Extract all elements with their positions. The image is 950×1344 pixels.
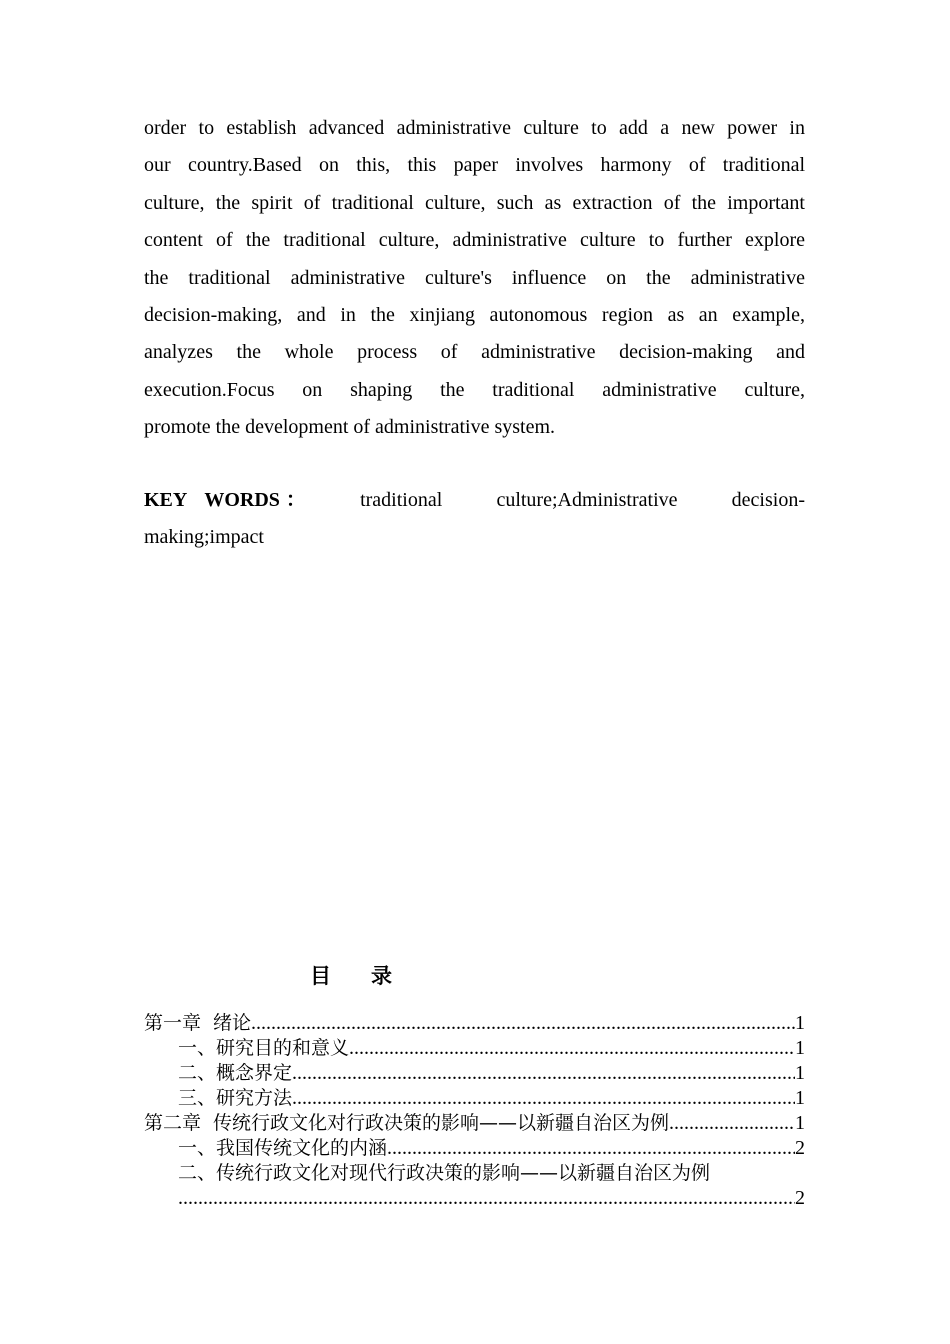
toc-entry-number: 第二章 (144, 1112, 202, 1134)
toc-entry-number: 一、 (178, 1137, 217, 1159)
toc-page-number: 1 (795, 1112, 805, 1134)
toc-entry[interactable] (144, 1086, 805, 1111)
toc-title-char: 目 (310, 964, 331, 988)
abstract-line: promote the development of administrative system. (144, 416, 556, 439)
toc-leader-dots (387, 1136, 795, 1161)
toc-entry-text: 绪论 (213, 1012, 252, 1034)
toc-title-char: 录 (371, 964, 392, 988)
keywords-label-words: WORDS (204, 489, 280, 511)
keywords-label-text (144, 482, 280, 519)
keywords-line (144, 482, 805, 519)
toc-entry-text: 研究目的和意义 (216, 1037, 350, 1059)
toc-entry[interactable] (144, 1161, 805, 1186)
toc-title (310, 960, 392, 990)
keyword-part: traditional (360, 489, 443, 511)
toc-entry-number: 第一章 (144, 1012, 202, 1034)
toc-entry-title (178, 1136, 387, 1161)
toc-entry-text: 传统行政文化对行政决策的影响——以新疆自治区为例 (213, 1112, 670, 1134)
toc-entry-number: 一、 (178, 1037, 217, 1059)
toc-entry-text: 研究方法 (216, 1087, 293, 1109)
toc-page-number: 2 (795, 1137, 805, 1159)
table-of-contents (144, 1011, 805, 1211)
toc-entry-text: 传统行政文化对现代行政决策的影响——以新疆自治区为例 (216, 1162, 711, 1184)
toc-page-number: 1 (795, 1012, 805, 1034)
keywords-label-key: KEY (144, 489, 188, 511)
abstract-line: culture, the spirit of traditional culture, such as extraction of the important (144, 191, 805, 214)
toc-leader-dots (292, 1061, 795, 1086)
abstract-line: content of the traditional culture, administrative culture to further explore (144, 229, 805, 252)
toc-leader-dots (251, 1011, 795, 1036)
toc-leader-dots (349, 1036, 795, 1061)
toc-entry-title (178, 1036, 349, 1061)
abstract-line: order to establish advanced administrative culture to add a new power in (144, 117, 805, 139)
abstract-line: the traditional administrative culture's influence on the administrative (144, 266, 805, 289)
toc-entry-number: 二、 (178, 1162, 217, 1184)
toc-leader-dots (669, 1111, 795, 1136)
abstract-line: execution.Focus on shaping the traditional administrative culture, (144, 378, 805, 401)
abstract-line: decision-making, and in the xinjiang autonomous region as an example, (144, 303, 805, 326)
toc-entry[interactable] (144, 1011, 805, 1036)
keyword-part: decision- (731, 489, 805, 511)
toc-entry-title (144, 1111, 669, 1136)
keywords-colon: ： (285, 489, 306, 511)
abstract-line: analyzes the whole process of administrative decision-making and (144, 341, 805, 364)
toc-page-number: 2 (795, 1187, 805, 1209)
toc-entry-continuation[interactable] (144, 1186, 805, 1211)
toc-entry-title (178, 1161, 710, 1186)
keyword-part: culture;Administrative (496, 489, 678, 511)
abstract-line: our country.Based on this, this paper involves harmony of traditional (144, 154, 805, 177)
toc-entry-number: 二、 (178, 1062, 217, 1084)
toc-entry-title (178, 1086, 292, 1111)
toc-entry[interactable] (144, 1061, 805, 1086)
keywords-label (144, 482, 306, 519)
toc-entry[interactable] (144, 1136, 805, 1161)
abstract-body (144, 110, 805, 447)
toc-entry-title (144, 1011, 251, 1036)
toc-entry[interactable] (144, 1111, 805, 1136)
toc-entry-text: 我国传统文化的内涵 (216, 1137, 388, 1159)
keywords-block (144, 482, 805, 557)
toc-page-number: 1 (795, 1037, 805, 1059)
toc-entry-title (178, 1061, 292, 1086)
toc-page-number: 1 (795, 1087, 805, 1109)
toc-entry[interactable] (144, 1036, 805, 1061)
toc-entry-text: 概念界定 (216, 1062, 293, 1084)
keywords-line-2: making;impact (144, 526, 264, 549)
toc-page-number: 1 (795, 1062, 805, 1084)
toc-leader-dots (178, 1186, 795, 1211)
toc-leader-dots (292, 1086, 795, 1111)
toc-entry-number: 三、 (178, 1087, 217, 1109)
